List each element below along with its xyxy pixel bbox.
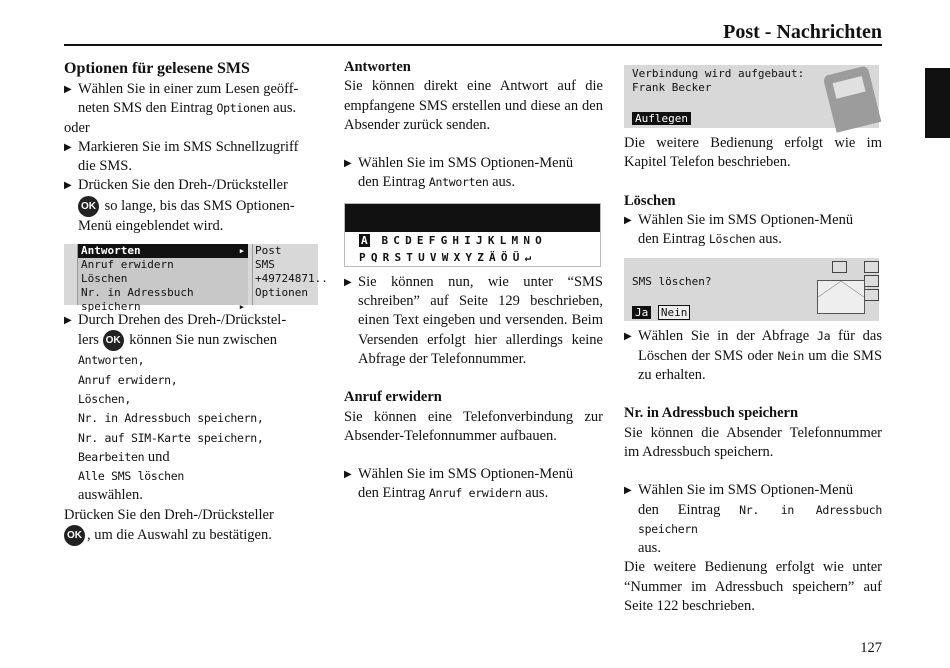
ok-button-icon: OK	[103, 330, 124, 351]
screen-side-path: Post SMS +49724871.. Optionen	[252, 244, 319, 305]
section-heading-adressbuch: Nr. in Adressbuch speichern	[624, 405, 799, 422]
section-heading-anruf-erwidern: Anruf erwidern	[344, 389, 442, 406]
option-list-item: Nr. in Adressbuch speichern,	[78, 411, 264, 426]
menu-item-anruf-erwidern: Anruf erwidern	[81, 258, 174, 272]
no-button: Nein	[658, 305, 691, 320]
bullet-select-loeschen: ▶ Wählen Sie im SMS Optionen-Menü den Eintrag Löschen aus.	[624, 211, 882, 250]
keyboard-row-2: PQRSTUVWXYZÄÖÜ↵	[359, 250, 537, 264]
column-1	[64, 58, 328, 546]
option-list-item: Nr. auf SIM-Karte speichern,	[78, 430, 264, 445]
bullet-write-text: ▶ Sie können nun, wie unter “SMS schreiben” auf Seite 129 beschrieben, einen Text eingeben und versenden. Beim Versenden erfolgt hier allerdings keine Abfrage der Telefonnummer.	[344, 273, 603, 369]
message-icon	[864, 275, 879, 287]
bullet-select-anruf: ▶ Wählen Sie im SMS Optionen-Menü den Eintrag Anruf erwidern aus.	[344, 465, 603, 504]
bullet-select-antworten: ▶ Wählen Sie im SMS Optionen-Menü den Eintrag Antworten aus.	[344, 154, 603, 193]
yes-button: Ja	[632, 306, 651, 319]
section-heading-options: Optionen für gelesene SMS	[64, 60, 250, 77]
screen-text-input	[344, 203, 601, 267]
option-list-item: Bearbeiten und	[78, 448, 170, 465]
menu-item-antworten: Antworten ▶	[78, 244, 248, 258]
bullet-select-adressbuch: ▶ Wählen Sie im SMS Optionen-Menü den Eintrag Nr. in Adressbuch speichern aus.	[624, 481, 882, 558]
section-heading-loeschen: Löschen	[624, 192, 676, 209]
message-icon	[832, 261, 847, 273]
page-header	[64, 20, 882, 46]
paragraph-antworten: Sie können direkt eine Antwort auf die empfangene SMS erstellen und diese an den Absender zurück senden.	[344, 78, 603, 133]
paragraph-anruf-erwidern: Sie können eine Telefonverbindung zur Absender-Telefonnummer aufbauen.	[344, 408, 603, 444]
bullet-select-options: ▶ Wählen Sie in einer zum Lesen geöff- neten SMS den Eintrag Optionen aus.	[64, 80, 323, 119]
page-number: 127	[860, 640, 882, 656]
keyboard-row-1: A BCDEFGHIJKLMNO	[361, 233, 547, 247]
option-list-item: Alle SMS löschen	[78, 469, 184, 484]
term-optionen: Optionen	[216, 101, 270, 116]
message-icon	[864, 261, 879, 273]
ok-button-icon: OK	[78, 196, 99, 217]
text-oder: oder	[64, 119, 90, 136]
bullet-press-knob: ▶ Drücken Sie den Dreh-/Drücksteller OK so lange, bis das SMS Optionen- Menü eingeblendet wird.	[64, 176, 323, 236]
page-title: Post - Nachrichten	[723, 21, 882, 43]
menu-item-adressbuch: Nr. in Adressbuch speichern ▶	[81, 286, 244, 314]
envelope-icon	[817, 280, 865, 314]
screen-options-menu	[64, 244, 328, 314]
option-list-item: Anruf erwidern,	[78, 372, 178, 387]
phone-icon	[823, 65, 882, 132]
paragraph-telefon: Die weitere Bedienung erfolgt wie im Kapitel Telefon beschrieben.	[624, 135, 882, 171]
text-confirm: Drücken Sie den Dreh-/Drücksteller OK , um die Auswahl zu bestätigen.	[64, 506, 323, 546]
screen-delete-confirm: SMS löschen? Ja Nein	[624, 258, 879, 321]
bullet-turn-knob: ▶ Durch Drehen des Dreh-/Drückstel- lers OK können Sie nun zwischen	[64, 311, 323, 351]
section-heading-antworten: Antworten	[344, 59, 411, 75]
message-icon	[864, 289, 879, 301]
text-input-field	[345, 204, 600, 232]
text-auswaehlen: auswählen.	[78, 487, 143, 504]
bullet-mark-sms: ▶ Markieren Sie im SMS Schnellzugriff die SMS.	[64, 138, 323, 177]
bullet-confirm-delete: ▶ Wählen Sie in der Abfrage Ja für das Löschen der SMS oder Nein um die SMS zu erhalten.	[624, 327, 882, 385]
options-menu-list	[77, 244, 248, 314]
paragraph-adressbuch: Sie können die Absender Telefonnummer im Adressbuch speichern.	[624, 424, 882, 460]
column-3	[624, 58, 882, 616]
column-2	[344, 58, 603, 504]
chapter-tab-marker	[925, 68, 950, 138]
auflegen-button: Auflegen	[632, 112, 691, 125]
option-list-item: Antworten,	[78, 353, 145, 368]
option-list-item: Löschen,	[78, 391, 131, 406]
menu-item-loeschen: Löschen	[81, 272, 128, 286]
ok-button-icon: OK	[64, 525, 85, 546]
paragraph-weitere-bedienung: Die weitere Bedienung erfolgt wie unter “Nummer im Adressbuch speichern” auf Seite 122 beschrieben.	[624, 559, 882, 615]
screen-calling: Verbindung wird aufgebaut: Frank Becker Auflegen	[624, 65, 879, 128]
